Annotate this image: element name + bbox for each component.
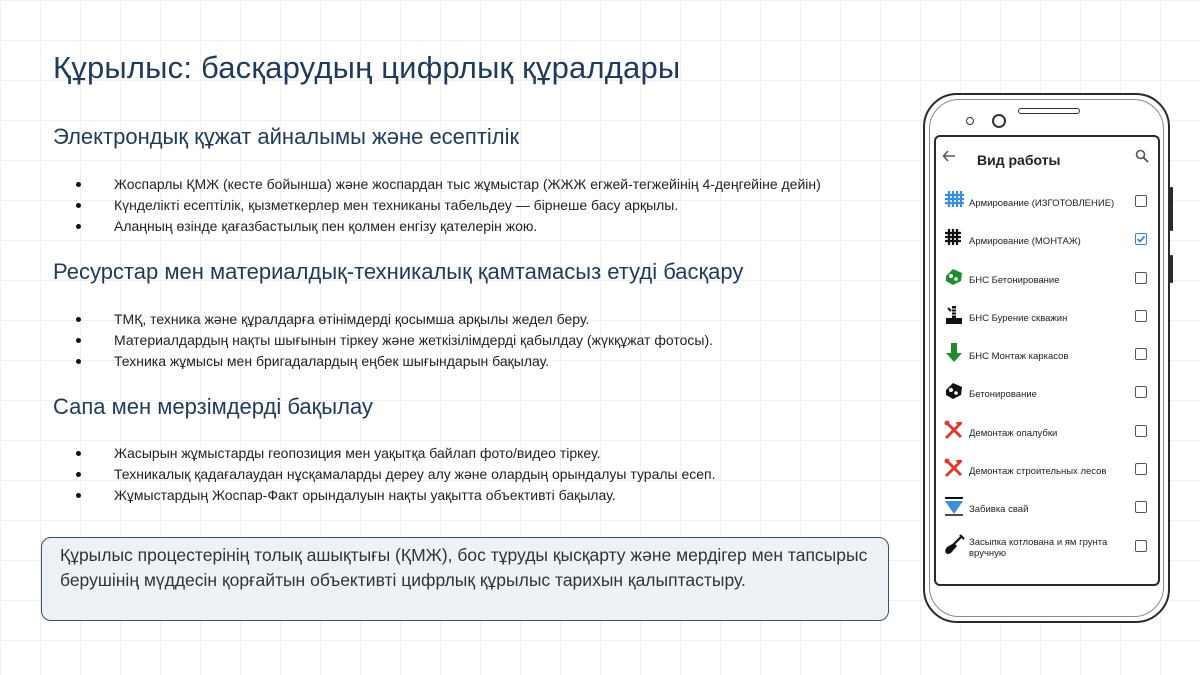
drill-icon — [943, 304, 965, 326]
pile-driving-blue-icon — [943, 495, 965, 517]
phone-power-button — [1170, 255, 1173, 283]
work-type-item-pile-driving[interactable] — [936, 489, 1158, 527]
tools-red-icon — [943, 419, 965, 441]
checkmark-icon — [1135, 233, 1147, 245]
work-type-item-bns-frame-assembly[interactable] — [936, 336, 1158, 374]
work-type-label: Бетонирование — [969, 389, 1037, 401]
bullet-item: Алаңның өзінде қағазбастылық пен қолмен енгізу қателерін жою. — [76, 216, 821, 237]
bullet-list-documents — [76, 174, 821, 237]
bullet-item: Техника жұмысы мен бригадалардың еңбек шығындарын бақылау. — [76, 351, 713, 372]
rebar-grid-black-icon — [943, 227, 965, 249]
work-type-item-rebar-fabrication[interactable] — [936, 183, 1158, 221]
work-type-label: Демонтаж строительных лесов — [969, 466, 1107, 478]
work-type-item-rebar-installation[interactable] — [936, 221, 1158, 259]
checkbox[interactable] — [1135, 310, 1147, 322]
concrete-mixer-green-icon — [943, 266, 965, 288]
bullet-dot — [76, 338, 81, 343]
slide-title: Құрылыс: басқарудың цифрлық құралдары — [53, 50, 681, 85]
checkbox[interactable] — [1135, 463, 1147, 475]
back-arrow-icon[interactable] — [942, 149, 956, 163]
work-type-label: БНС Бурение скважин — [969, 312, 1068, 324]
bullet-dot — [76, 451, 81, 456]
bullet-list-resources — [76, 309, 713, 372]
app-bar — [936, 137, 1158, 183]
shovel-icon — [943, 534, 965, 556]
work-type-label: Армирование (ИЗГОТОВЛЕНИЕ) — [969, 198, 1115, 209]
section-heading-quality: Сапа мен мерзімдерді бақылау — [53, 394, 373, 419]
bullet-dot — [76, 317, 81, 322]
checkbox[interactable] — [1135, 195, 1147, 207]
bullet-dot — [76, 224, 81, 229]
checkbox[interactable] — [1135, 348, 1147, 360]
work-type-label: Армирование (МОНТАЖ) — [969, 236, 1081, 248]
bullet-dot — [76, 472, 81, 477]
bullet-item: Күнделікті есептілік, қызметкерлер мен техниканы табельдеу — бірнеше басу арқылы. — [76, 195, 821, 216]
work-type-list — [936, 183, 1158, 566]
summary-callout — [41, 537, 889, 621]
checkbox[interactable] — [1135, 540, 1147, 552]
screen-title: Вид работы — [977, 152, 1061, 168]
checkbox[interactable] — [1135, 272, 1147, 284]
work-type-item-bns-concreting[interactable] — [936, 260, 1158, 298]
phone-camera — [992, 114, 1006, 128]
work-type-label: БНС Монтаж каркасов — [969, 351, 1069, 363]
bullet-dot — [76, 359, 81, 364]
checkbox[interactable] — [1135, 501, 1147, 513]
work-type-label: БНС Бетонирование — [969, 274, 1060, 286]
bullet-dot — [76, 493, 81, 498]
phone-sensor — [966, 117, 974, 125]
phone-mockup — [923, 93, 1170, 623]
phone-volume-button — [1170, 187, 1173, 231]
bullet-item: Техникалық қадағалаудан нұсқамаларды дереу алу және олардың орындалуы туралы есеп. — [76, 464, 716, 485]
bullet-item: Жоспарлы ҚМЖ (кесте бойынша) және жоспардан тыс жұмыстар (ЖЖЖ егжей-тегжейінің 4-деңгейіне дейін) — [76, 174, 821, 195]
search-icon[interactable] — [1135, 149, 1149, 163]
bullet-dot — [76, 203, 81, 208]
checkbox[interactable] — [1135, 386, 1147, 398]
bullet-dot — [76, 182, 81, 187]
arrow-down-green-icon — [943, 342, 965, 364]
phone-speaker — [1018, 108, 1080, 114]
summary-callout-text: Құрылыс процестерінің толық ашықтығы (ҚМЖ), бос тұруды қысқарту және мердігер мен тапсырыс берушінің мүддесін қорғайтын объективті цифрлық құрылыс тарихын қалыптастыру. — [60, 545, 868, 590]
section-heading-resources: Ресурстар мен материалдық-техникалық қамтамасыз етуді басқару — [53, 259, 744, 284]
section-heading-documents: Электрондық құжат айналымы және есептілік — [53, 124, 520, 149]
checkbox[interactable] — [1135, 425, 1147, 437]
tools-red-icon — [943, 457, 965, 479]
phone-screen — [934, 135, 1160, 586]
bullet-item: Жасырын жұмыстарды геопозиция мен уақытқа байлап фото/видео тіркеу. — [76, 443, 716, 464]
work-type-item-concreting[interactable] — [936, 374, 1158, 412]
work-type-label: Демонтаж опалубки — [969, 427, 1058, 439]
work-type-item-formwork-dismantling[interactable] — [936, 413, 1158, 451]
work-type-item-backfilling[interactable] — [936, 528, 1158, 566]
rebar-grid-blue-icon — [943, 189, 965, 211]
bullet-list-quality — [76, 443, 716, 506]
bullet-item: Жұмыстардың Жоспар-Факт орындалуын нақты уақытта объективті бақылау. — [76, 485, 716, 506]
work-type-label: Засыпка котлована и ям грунта вручную — [969, 536, 1108, 559]
concrete-mixer-black-icon — [943, 380, 965, 402]
work-type-label: Забивка свай — [969, 504, 1029, 516]
checkbox-checked[interactable] — [1135, 233, 1147, 245]
work-type-item-bns-drilling[interactable] — [936, 298, 1158, 336]
bullet-item: Материалдардың нақты шығынын тіркеу және жеткізілімдерді қабылдау (жүкқұжат фотосы). — [76, 330, 713, 351]
work-type-item-scaffold-dismantling[interactable] — [936, 451, 1158, 489]
bullet-item: ТМҚ, техника және құралдарға өтінімдерді қосымша арқылы жедел беру. — [76, 309, 713, 330]
